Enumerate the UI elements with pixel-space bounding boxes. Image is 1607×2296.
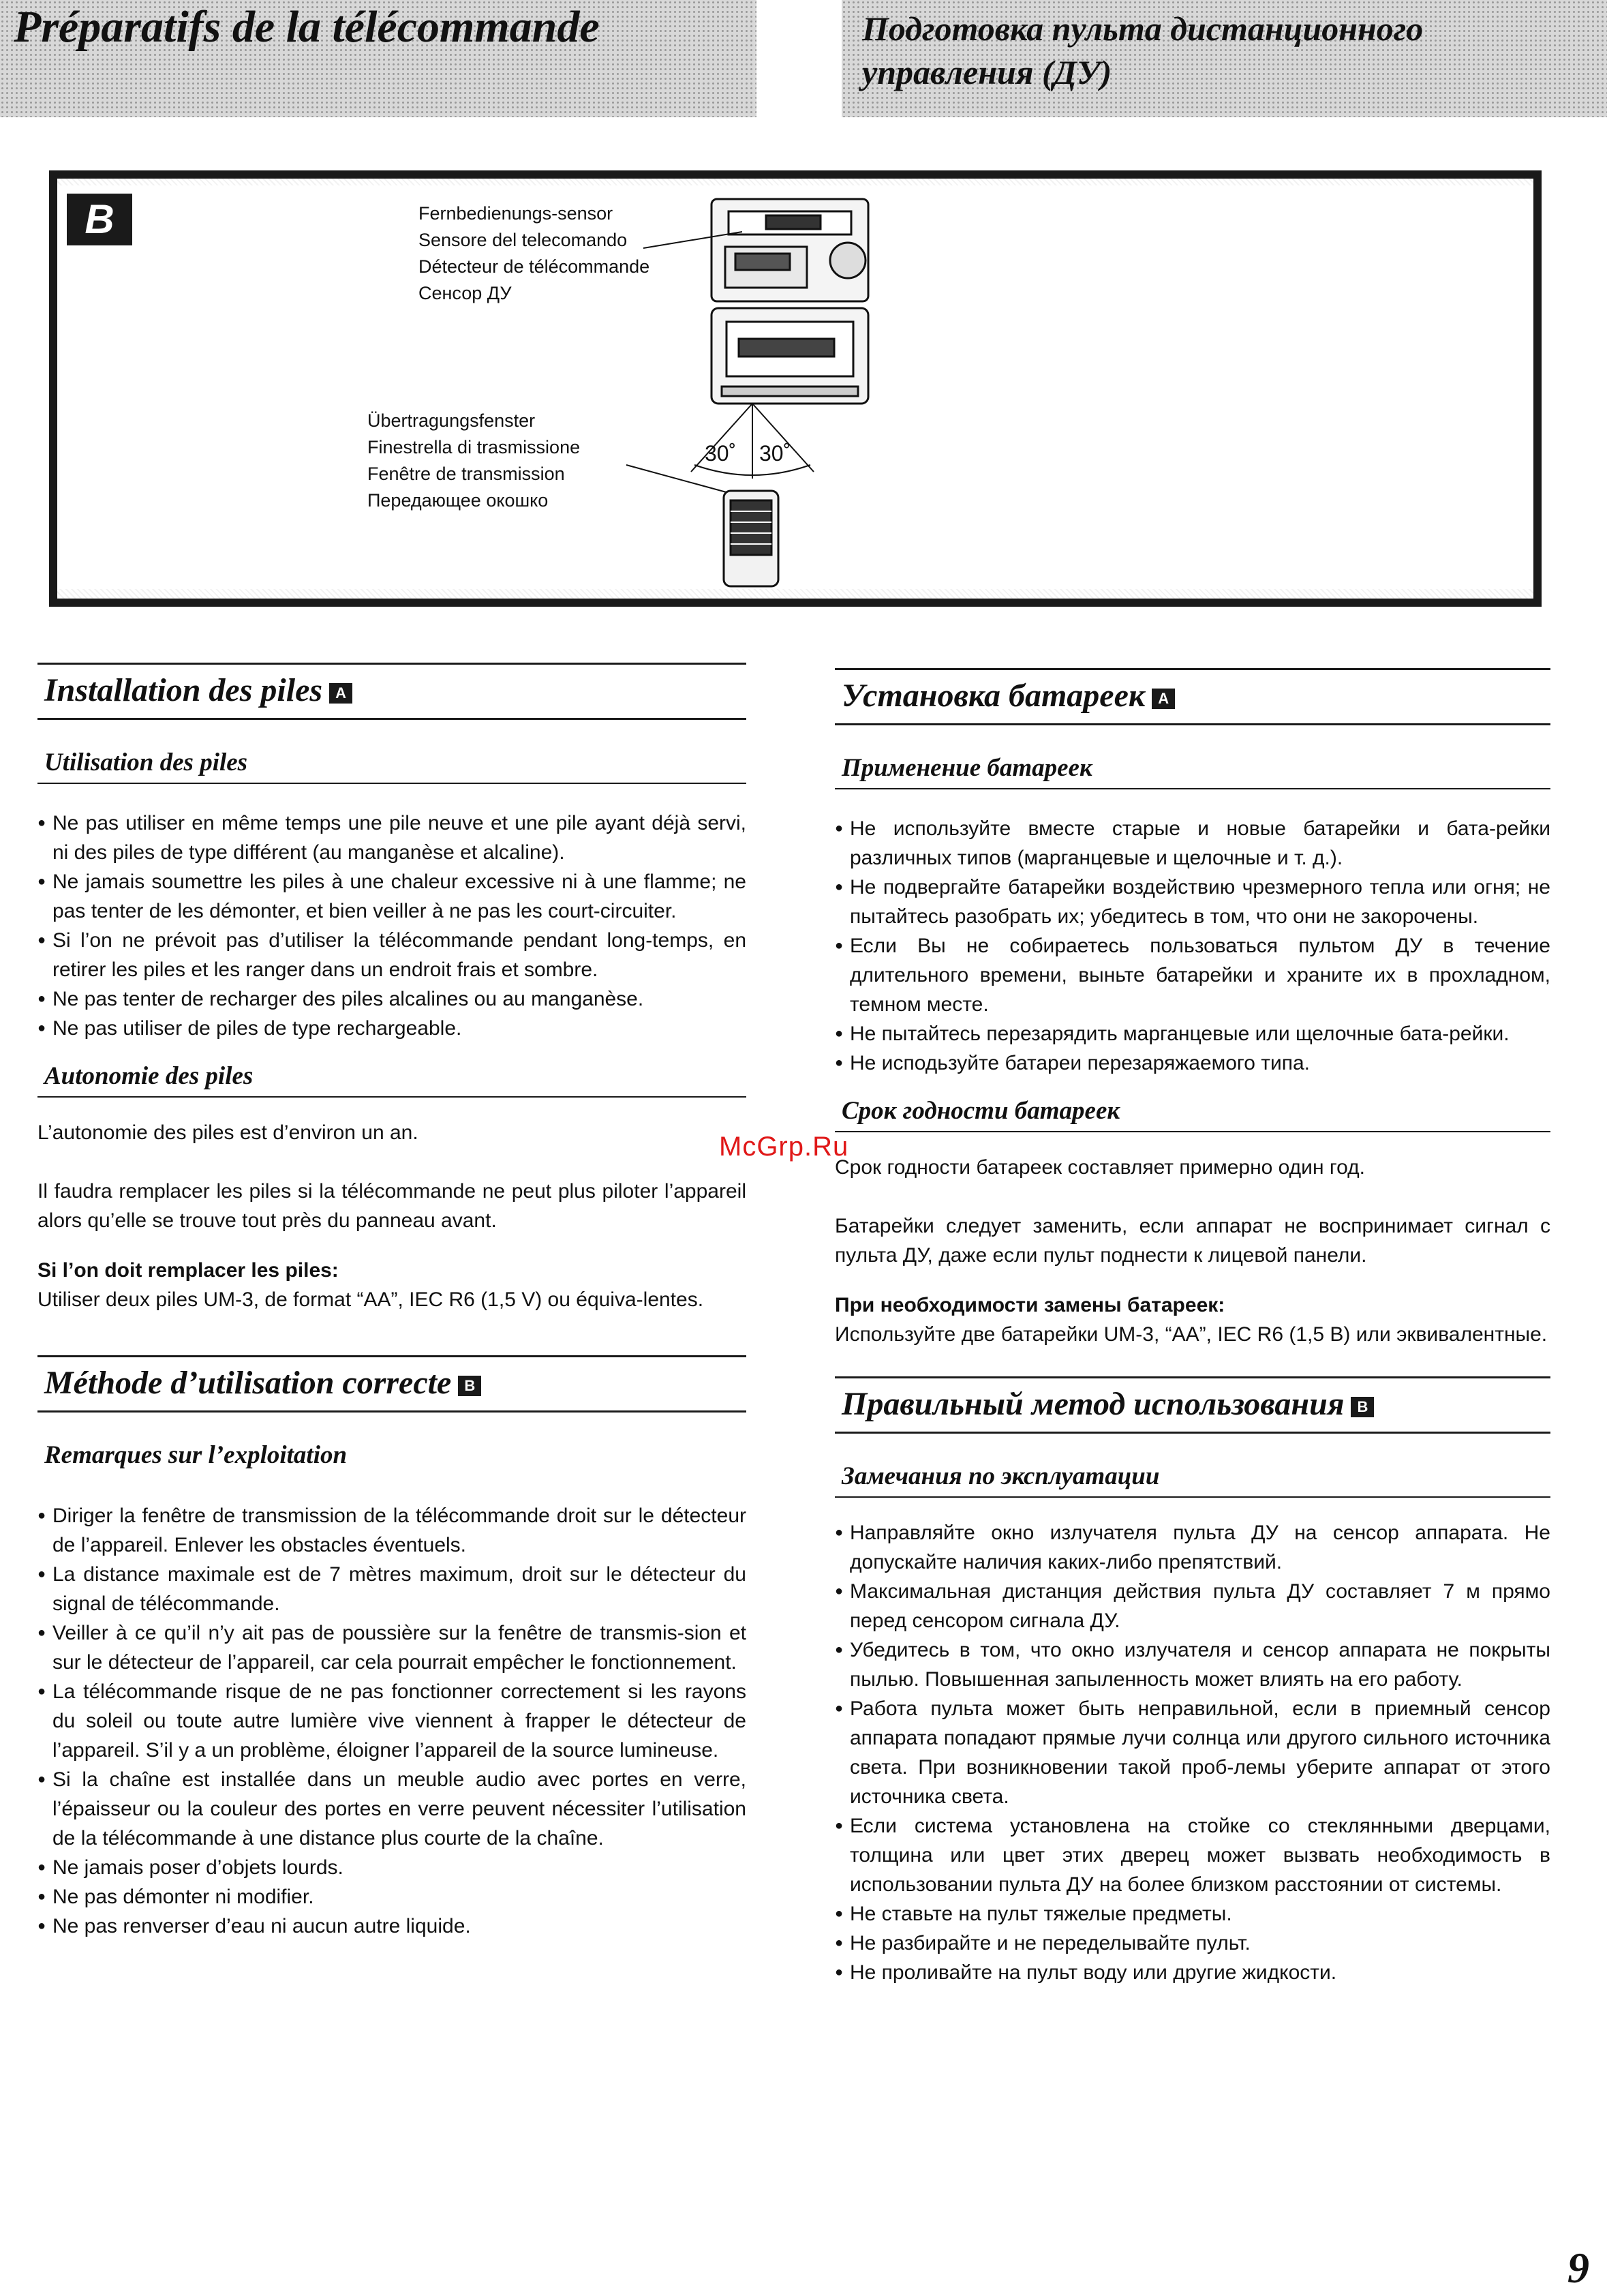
replace-heading-ru: При необходимости замены батареек:: [835, 1294, 1225, 1316]
replace-heading-fr: Si l’on doit remplacer les piles:: [37, 1259, 339, 1282]
list-item: ● Не ставьте на пульт тяжелые предметы.: [835, 1899, 1550, 1929]
angle-label-left: 30˚: [705, 441, 737, 466]
list-item: ● La distance maximale est de 7 mètres maximum, droit sur le détecteur du signal de télécommande.: [37, 1560, 746, 1618]
title-band-fr: [0, 0, 756, 117]
column-ru: [835, 668, 1550, 1987]
section-title-method-fr-text: Méthode d’utilisation correcte: [44, 1365, 452, 1401]
angle-label-right: 30˚: [759, 441, 791, 466]
subtitle-remarks-ru: Замечания по эксплуатации: [835, 1461, 1550, 1498]
section-title-method-ru: [835, 1376, 1550, 1434]
replace-text-fr: Utiliser deux piles UM-3, de format “AA”, IEC R6 (1,5 V) ou équiva-lentes.: [37, 1288, 704, 1311]
autonomy-text-2-fr: Il faudra remplacer les piles si la télécommande ne peut plus piloter l’appareil alors qu’elle se trouve tout près du panneau avant.: [37, 1180, 746, 1232]
shelf-text-2-ru: Батарейки следует заменить, если аппарат не воспринимает сигнал с пульта ДУ, даже если пульт поднести к лицевой панели.: [835, 1215, 1550, 1267]
window-label-it: Finestrella di trasmissione: [367, 437, 581, 457]
subtitle-usage-ru: Применение батареек: [835, 753, 1550, 789]
list-item: ● Ne jamais poser d’objets lourds.: [37, 1853, 746, 1882]
list-item: ● Ne pas utiliser de piles de type rechargeable.: [37, 1014, 746, 1043]
watermark-link[interactable]: McGrp.Ru: [719, 1132, 849, 1162]
section-title-install-ru: [835, 668, 1550, 725]
sensor-label-ru: Сенсор ДУ: [418, 283, 512, 303]
list-item: ● Ne pas démonter ni modifier.: [37, 1882, 746, 1912]
section-title-install-ru-text: Установка батареек: [842, 678, 1146, 714]
list-item: ● Veiller à ce qu’il n’y ait pas de poussière sur la fenêtre de transmis-sion et sur le détecteur de l’appareil, car cela pourrait empêcher le fonctionnement.: [37, 1618, 746, 1677]
list-item: ● Не подвергайте батарейки воздействию чрезмерного тепла или огня; не пытайтесь разобрать их; убедитесь в том, что они не закорочены.: [835, 873, 1550, 931]
autonomy-text-1-fr: L’autonomie des piles est d’environ un an.: [37, 1121, 418, 1144]
sensor-label-it: Sensore del telecomando: [418, 230, 628, 250]
replace-text-ru: Используйте две батарейки UM-3, “AA”, IEC R6 (1,5 В) или эквивалентные.: [835, 1323, 1548, 1346]
list-item: ● Ne jamais soumettre les piles à une chaleur excessive ni à une flamme; ne pas tenter de les démonter, et bien veiller à ne pas les court-circuiter.: [37, 867, 746, 926]
column-fr: [37, 663, 746, 1941]
subtitle-remarks-fr: Remarques sur l’exploitation: [44, 1441, 348, 1469]
list-item: ● Si l’on ne prévoit pas d’utiliser la télécommande pendant long-temps, en retirer les piles et les ranger dans un endroit frais et sombre.: [37, 926, 746, 984]
page-title-ru-line1: Подготовка пульта дистанционного: [862, 10, 1424, 48]
sensor-label-fr: Détecteur de télécommande: [418, 256, 650, 277]
list-item: ● Направляйте окно излучателя пульта ДУ на сенсор аппарата. Не допускайте наличия каких-либо препятствий.: [835, 1518, 1550, 1577]
window-label-ru: Передающее окошко: [367, 490, 549, 511]
section-title-install-fr-text: Installation des piles: [44, 672, 323, 708]
remote-control-icon: [724, 491, 778, 586]
subtitle-shelf-life-ru: Срок годности батареек: [835, 1096, 1550, 1132]
remarks-list-ru: [835, 1518, 1550, 1987]
figure-b: [49, 170, 1542, 607]
stereo-system-icon: [711, 199, 868, 404]
badge-a-fr: A: [329, 683, 352, 704]
list-item: ● Ne pas renverser d’eau ni aucun autre liquide.: [37, 1912, 746, 1941]
page-title-ru: [842, 0, 1607, 94]
section-title-method-fr: [37, 1355, 746, 1413]
badge-b-fr: B: [458, 1376, 481, 1396]
subtitle-usage-fr: Utilisation des piles: [37, 747, 746, 784]
list-item: ● Убедитесь в том, что окно излучателя и сенсор аппарата не покрыты пылью. Повышенная запыленность может влиять на его работу.: [835, 1635, 1550, 1694]
remarks-list-fr: [37, 1501, 746, 1941]
subtitle-autonomy-fr: Autonomie des piles: [37, 1061, 746, 1098]
section-title-method-ru-text: Правильный метод использования: [842, 1386, 1345, 1422]
page-number: 9: [1567, 2244, 1589, 2292]
window-label-fr: Fenêtre de transmission: [367, 464, 565, 484]
list-item: ● La télécommande risque de ne pas fonctionner correctement si les rayons du soleil ou toute autre lumière vive viennent à frapper le détecteur de l’appareil. S’il y a un problème, éloigner l’appareil de la source lumineuse.: [37, 1677, 746, 1765]
list-item: ● Не проливайте на пульт воду или другие жидкости.: [835, 1958, 1550, 1987]
badge-a-ru: A: [1152, 689, 1175, 709]
badge-b-ru: B: [1351, 1397, 1374, 1417]
page-title-ru-line2: управления (ДУ): [862, 53, 1112, 91]
shelf-text-1-ru: Срок годности батареек составляет примерно один год.: [835, 1156, 1365, 1179]
sensor-label-de: Fernbedienungs-sensor: [418, 203, 613, 224]
list-item: ● Не используйте вместе старые и новые батарейки и бата-рейки различных типов (марганцевые и щелочные и т. д.).: [835, 814, 1550, 873]
list-item: ● Si la chaîne est installée dans un meuble audio avec portes en verre, l’épaisseur ou la couleur des portes en verre peuvent nécessiter l’utilisation de la télécommande à une distance plus courte de la chaîne.: [37, 1765, 746, 1853]
stereo-remote-illustration: [57, 185, 1533, 594]
figure-inner: [57, 185, 1533, 589]
page-title-fr: Préparatifs de la télécommande: [14, 2, 600, 52]
list-item: ● Если система установлена на стойке со стеклянными дверцами, толщина или цвет этих дверец может вызвать необходимость в использовании пульта ДУ на более близком расстоянии от системы.: [835, 1811, 1550, 1899]
figure-badge: B: [67, 194, 132, 245]
list-item: ● Не пытайтесь перезарядить марганцевые или щелочные бата-рейки.: [835, 1019, 1550, 1048]
usage-list-ru: [835, 814, 1550, 1078]
list-item: ● Работа пульта может быть неправильной, если в приемный сенсор аппарата попадают прямые лучи солнца или другого сильного источника света. При возникновении такой проб-лемы уберите аппарат от этого источника света.: [835, 1694, 1550, 1811]
list-item: ● Ne pas tenter de recharger des piles alcalines ou au manganèse.: [37, 984, 746, 1014]
title-band-ru: [842, 0, 1607, 117]
list-item: ● Если Вы не собираетесь пользоваться пультом ДУ в течение длительного времени, выньте батарейки и храните их в прохладном, темном месте.: [835, 931, 1550, 1019]
list-item: ● Не исподьзуйте батареи перезаряжаемого типа.: [835, 1048, 1550, 1078]
window-label-de: Übertragungsfenster: [367, 410, 536, 431]
usage-list-fr: [37, 809, 746, 1043]
list-item: ● Diriger la fenêtre de transmission de la télécommande droit sur le détecteur de l’appareil. Enlever les obstacles éventuels.: [37, 1501, 746, 1560]
list-item: ● Ne pas utiliser en même temps une pile neuve et une pile ayant déjà servi, ni des piles de type différent (au manganèse et alcaline).: [37, 809, 746, 867]
list-item: ● Не разбирайте и не переделывайте пульт.: [835, 1929, 1550, 1958]
section-title-install-fr: [37, 663, 746, 720]
list-item: ● Максимальная дистанция действия пульта ДУ составляет 7 м прямо перед сенсором сигнала ДУ.: [835, 1577, 1550, 1635]
